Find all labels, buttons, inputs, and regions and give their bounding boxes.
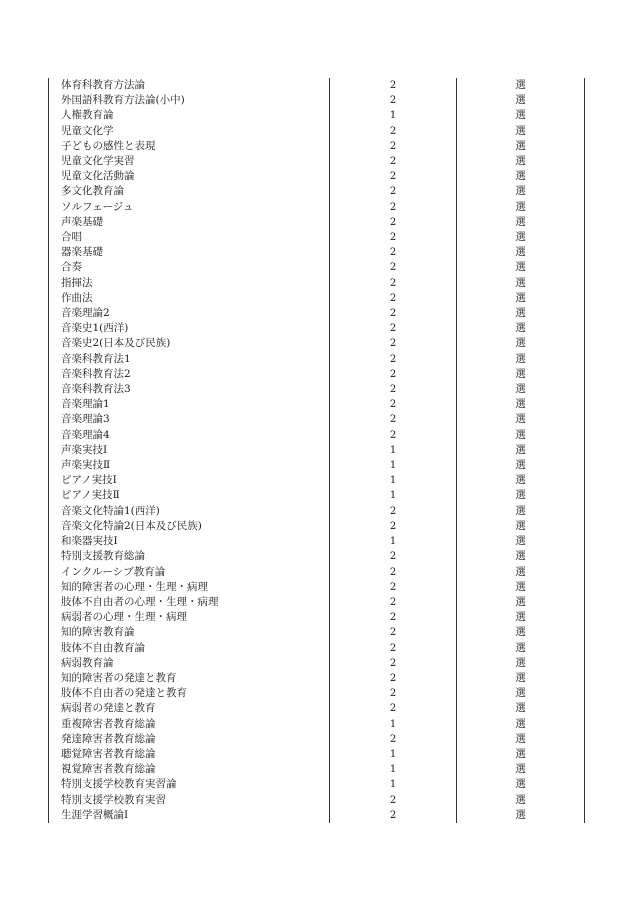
credits-cell: 2 [330, 428, 457, 443]
course-name-cell: 病弱教育論 [49, 656, 330, 671]
credits-cell: 1 [330, 443, 457, 458]
credits-cell: 2 [330, 78, 457, 93]
course-name-cell: 知的障害者の発達と教育 [49, 671, 330, 686]
course-type-cell: 選 [457, 793, 585, 808]
table-row [49, 336, 585, 351]
course-name-cell: ソルフェージュ [49, 200, 330, 215]
table-row [49, 762, 585, 777]
course-name-cell: 音楽文化特論1(西洋) [49, 504, 330, 519]
credits-cell: 2 [330, 230, 457, 245]
table-row [49, 200, 585, 215]
credits-cell: 2 [330, 367, 457, 382]
credits-cell: 2 [330, 625, 457, 640]
credits-cell: 2 [330, 580, 457, 595]
table-row [49, 139, 585, 154]
credits-cell: 1 [330, 458, 457, 473]
course-type-cell: 選 [457, 717, 585, 732]
course-type-cell: 選 [457, 139, 585, 154]
table-row [49, 458, 585, 473]
credits-cell: 2 [330, 671, 457, 686]
course-name-cell: 声楽実技Ⅱ [49, 458, 330, 473]
credits-cell: 2 [330, 565, 457, 580]
credits-cell: 2 [330, 686, 457, 701]
course-table-body [49, 78, 585, 823]
table-row [49, 549, 585, 564]
course-type-cell: 選 [457, 549, 585, 564]
credits-cell: 2 [330, 397, 457, 412]
course-name-cell: 音楽文化特論2(日本及び民族) [49, 519, 330, 534]
course-name-cell: 病弱者の発達と教育 [49, 701, 330, 716]
course-type-cell: 選 [457, 458, 585, 473]
table-row [49, 488, 585, 503]
course-type-cell: 選 [457, 580, 585, 595]
course-name-cell: 肢体不自由者の心理・生理・病理 [49, 595, 330, 610]
course-type-cell: 選 [457, 245, 585, 260]
credits-cell: 2 [330, 595, 457, 610]
table-row [49, 169, 585, 184]
course-type-cell: 選 [457, 124, 585, 139]
course-type-cell: 選 [457, 382, 585, 397]
table-row [49, 580, 585, 595]
table-row [49, 777, 585, 792]
course-name-cell: 特別支援学校教育実習論 [49, 777, 330, 792]
course-name-cell: 指揮法 [49, 276, 330, 291]
course-name-cell: 特別支援学校教育実習 [49, 793, 330, 808]
table-row [49, 732, 585, 747]
table-row [49, 701, 585, 716]
course-table [48, 78, 585, 823]
credits-cell: 2 [330, 245, 457, 260]
table-row [49, 321, 585, 336]
table-row [49, 808, 585, 823]
credits-cell: 2 [330, 291, 457, 306]
course-type-cell: 選 [457, 200, 585, 215]
table-row [49, 382, 585, 397]
course-type-cell: 選 [457, 686, 585, 701]
credits-cell: 2 [330, 549, 457, 564]
table-row [49, 78, 585, 93]
credits-cell: 2 [330, 641, 457, 656]
credits-cell: 1 [330, 747, 457, 762]
credits-cell: 2 [330, 793, 457, 808]
course-type-cell: 選 [457, 93, 585, 108]
credits-cell: 2 [330, 701, 457, 716]
table-row [49, 656, 585, 671]
course-name-cell: 声楽基礎 [49, 215, 330, 230]
course-name-cell: 音楽史1(西洋) [49, 321, 330, 336]
table-row [49, 124, 585, 139]
course-type-cell: 選 [457, 169, 585, 184]
credits-cell: 2 [330, 93, 457, 108]
course-name-cell: 児童文化学実習 [49, 154, 330, 169]
course-name-cell: 人権教育論 [49, 108, 330, 123]
course-name-cell: 子どもの感性と表現 [49, 139, 330, 154]
course-type-cell: 選 [457, 671, 585, 686]
course-type-cell: 選 [457, 504, 585, 519]
table-row [49, 184, 585, 199]
course-name-cell: 音楽科教育法3 [49, 382, 330, 397]
course-name-cell: ピアノ実技Ⅱ [49, 488, 330, 503]
course-name-cell: 器楽基礎 [49, 245, 330, 260]
course-name-cell: 合奏 [49, 260, 330, 275]
credits-cell: 1 [330, 717, 457, 732]
course-name-cell: 音楽理論1 [49, 397, 330, 412]
course-type-cell: 選 [457, 412, 585, 427]
course-type-cell: 選 [457, 519, 585, 534]
course-type-cell: 選 [457, 641, 585, 656]
table-row [49, 276, 585, 291]
credits-cell: 2 [330, 139, 457, 154]
course-type-cell: 選 [457, 488, 585, 503]
course-name-cell: ピアノ実技Ⅰ [49, 473, 330, 488]
credits-cell: 2 [330, 200, 457, 215]
course-name-cell: 視覚障害者教育総論 [49, 762, 330, 777]
credits-cell: 2 [330, 306, 457, 321]
course-name-cell: 病弱者の心理・生理・病理 [49, 610, 330, 625]
course-name-cell: 体育科教育方法論 [49, 78, 330, 93]
credits-cell: 2 [330, 321, 457, 336]
credits-cell: 2 [330, 154, 457, 169]
course-type-cell: 選 [457, 336, 585, 351]
course-type-cell: 選 [457, 397, 585, 412]
course-name-cell: 知的障害者の心理・生理・病理 [49, 580, 330, 595]
credits-cell: 1 [330, 473, 457, 488]
course-name-cell: 外国語科教育方法論(小中) [49, 93, 330, 108]
table-row [49, 686, 585, 701]
course-type-cell: 選 [457, 184, 585, 199]
course-type-cell: 選 [457, 747, 585, 762]
course-type-cell: 選 [457, 762, 585, 777]
course-type-cell: 選 [457, 625, 585, 640]
credits-cell: 2 [330, 169, 457, 184]
table-row [49, 352, 585, 367]
table-row [49, 473, 585, 488]
course-type-cell: 選 [457, 230, 585, 245]
course-type-cell: 選 [457, 701, 585, 716]
course-type-cell: 選 [457, 260, 585, 275]
credits-cell: 2 [330, 184, 457, 199]
course-type-cell: 選 [457, 321, 585, 336]
course-type-cell: 選 [457, 108, 585, 123]
table-row [49, 671, 585, 686]
course-name-cell: 音楽史2(日本及び民族) [49, 336, 330, 351]
course-name-cell: 聴覚障害者教育総論 [49, 747, 330, 762]
credits-cell: 2 [330, 336, 457, 351]
table-row [49, 412, 585, 427]
credits-cell: 2 [330, 610, 457, 625]
table-row [49, 245, 585, 260]
course-type-cell: 選 [457, 656, 585, 671]
credits-cell: 1 [330, 488, 457, 503]
course-type-cell: 選 [457, 473, 585, 488]
course-name-cell: 肢体不自由者の発達と教育 [49, 686, 330, 701]
course-name-cell: 声楽実技Ⅰ [49, 443, 330, 458]
table-row [49, 565, 585, 580]
table-row [49, 595, 585, 610]
course-type-cell: 選 [457, 732, 585, 747]
table-row [49, 519, 585, 534]
course-type-cell: 選 [457, 443, 585, 458]
table-row [49, 504, 585, 519]
course-type-cell: 選 [457, 215, 585, 230]
table-row [49, 747, 585, 762]
course-type-cell: 選 [457, 367, 585, 382]
course-type-cell: 選 [457, 777, 585, 792]
credits-cell: 1 [330, 108, 457, 123]
course-name-cell: 肢体不自由教育論 [49, 641, 330, 656]
course-name-cell: 発達障害者教育総論 [49, 732, 330, 747]
table-row [49, 610, 585, 625]
credits-cell: 2 [330, 656, 457, 671]
table-row [49, 428, 585, 443]
course-name-cell: 音楽理論3 [49, 412, 330, 427]
table-row [49, 230, 585, 245]
credits-cell: 2 [330, 382, 457, 397]
credits-cell: 1 [330, 777, 457, 792]
table-row [49, 793, 585, 808]
course-name-cell: 和楽器実技Ⅰ [49, 534, 330, 549]
course-name-cell: 児童文化学 [49, 124, 330, 139]
course-name-cell: 音楽理論2 [49, 306, 330, 321]
course-type-cell: 選 [457, 595, 585, 610]
course-type-cell: 選 [457, 78, 585, 93]
credits-cell: 2 [330, 124, 457, 139]
course-name-cell: 生涯学習概論Ⅰ [49, 808, 330, 823]
credits-cell: 2 [330, 732, 457, 747]
table-row [49, 108, 585, 123]
course-type-cell: 選 [457, 428, 585, 443]
course-name-cell: 作曲法 [49, 291, 330, 306]
course-type-cell: 選 [457, 534, 585, 549]
course-name-cell: 特別支援教育総論 [49, 549, 330, 564]
course-name-cell: 合唱 [49, 230, 330, 245]
table-row [49, 443, 585, 458]
table-row [49, 306, 585, 321]
table-row [49, 260, 585, 275]
course-name-cell: 多文化教育論 [49, 184, 330, 199]
course-name-cell: 音楽科教育法2 [49, 367, 330, 382]
credits-cell: 2 [330, 504, 457, 519]
course-type-cell: 選 [457, 276, 585, 291]
table-row [49, 291, 585, 306]
course-name-cell: 音楽科教育法1 [49, 352, 330, 367]
credits-cell: 1 [330, 762, 457, 777]
table-row [49, 93, 585, 108]
credits-cell: 1 [330, 534, 457, 549]
course-type-cell: 選 [457, 565, 585, 580]
course-name-cell: インクルーシブ教育論 [49, 565, 330, 580]
table-row [49, 534, 585, 549]
credits-cell: 2 [330, 215, 457, 230]
credits-cell: 2 [330, 412, 457, 427]
credits-cell: 2 [330, 276, 457, 291]
table-row [49, 367, 585, 382]
course-type-cell: 選 [457, 291, 585, 306]
table-row [49, 154, 585, 169]
course-type-cell: 選 [457, 610, 585, 625]
table-row [49, 215, 585, 230]
course-name-cell: 音楽理論4 [49, 428, 330, 443]
course-name-cell: 児童文化活動論 [49, 169, 330, 184]
table-row [49, 641, 585, 656]
table-row [49, 397, 585, 412]
course-type-cell: 選 [457, 352, 585, 367]
credits-cell: 2 [330, 808, 457, 823]
table-row [49, 717, 585, 732]
table-row [49, 625, 585, 640]
credits-cell: 2 [330, 260, 457, 275]
course-name-cell: 知的障害教育論 [49, 625, 330, 640]
course-name-cell: 重複障害者教育総論 [49, 717, 330, 732]
course-type-cell: 選 [457, 808, 585, 823]
credits-cell: 2 [330, 519, 457, 534]
course-type-cell: 選 [457, 306, 585, 321]
credits-cell: 2 [330, 352, 457, 367]
course-type-cell: 選 [457, 154, 585, 169]
